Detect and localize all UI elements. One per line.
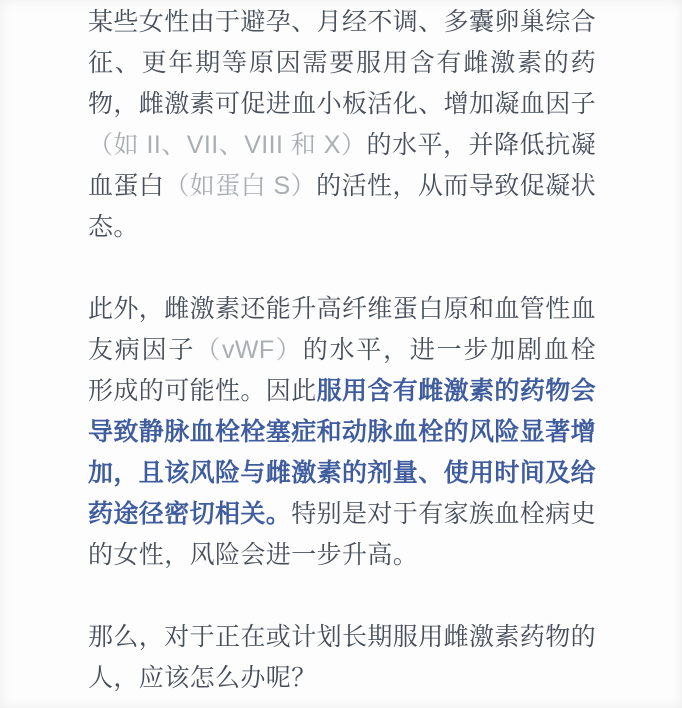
paragraph-thrombosis-risk	[88, 289, 596, 576]
text-segment: 的水平，进一步加剧血栓形成的可能性。因此	[88, 336, 596, 405]
text-segment: 此外，雌激素还能升高纤维蛋白原和血管性血友病因子	[88, 295, 597, 364]
paragraph-estrogen-causes	[88, 2, 596, 248]
paragraph-question	[88, 617, 596, 699]
muted-parenthetical-vwf: （vWF）	[195, 336, 303, 364]
text-segment: 某些女性由于避孕、月经不调、多囊卵巢综合征、更年期等原因需要服用含有雌激素的药物，雌激素可促进血小板活化、增加凝血因子	[88, 8, 597, 118]
text-segment: 的活性，从而导致促凝状态。	[88, 172, 597, 241]
muted-parenthetical-protein-s: （如蛋白 S）	[164, 172, 317, 200]
text-segment: 特别是对于有家族血栓病史的女性，风险会进一步升高。	[88, 500, 597, 569]
text-segment: 的水平，并降低抗凝血蛋白	[88, 131, 596, 200]
text-segment: 那么，对于正在或计划长期服用雌激素药物的人，应该怎么办呢？	[88, 623, 597, 692]
muted-parenthetical-clotting-factors: （如 II、VII、VIII 和 X）	[88, 131, 367, 159]
highlight-risk-statement: 服用含有雌激素的药物会导致静脉血栓栓塞症和动脉血栓的风险显著增加，且该风险与雌激素的剂量、使用时间及给药途径密切相关。	[88, 377, 597, 528]
